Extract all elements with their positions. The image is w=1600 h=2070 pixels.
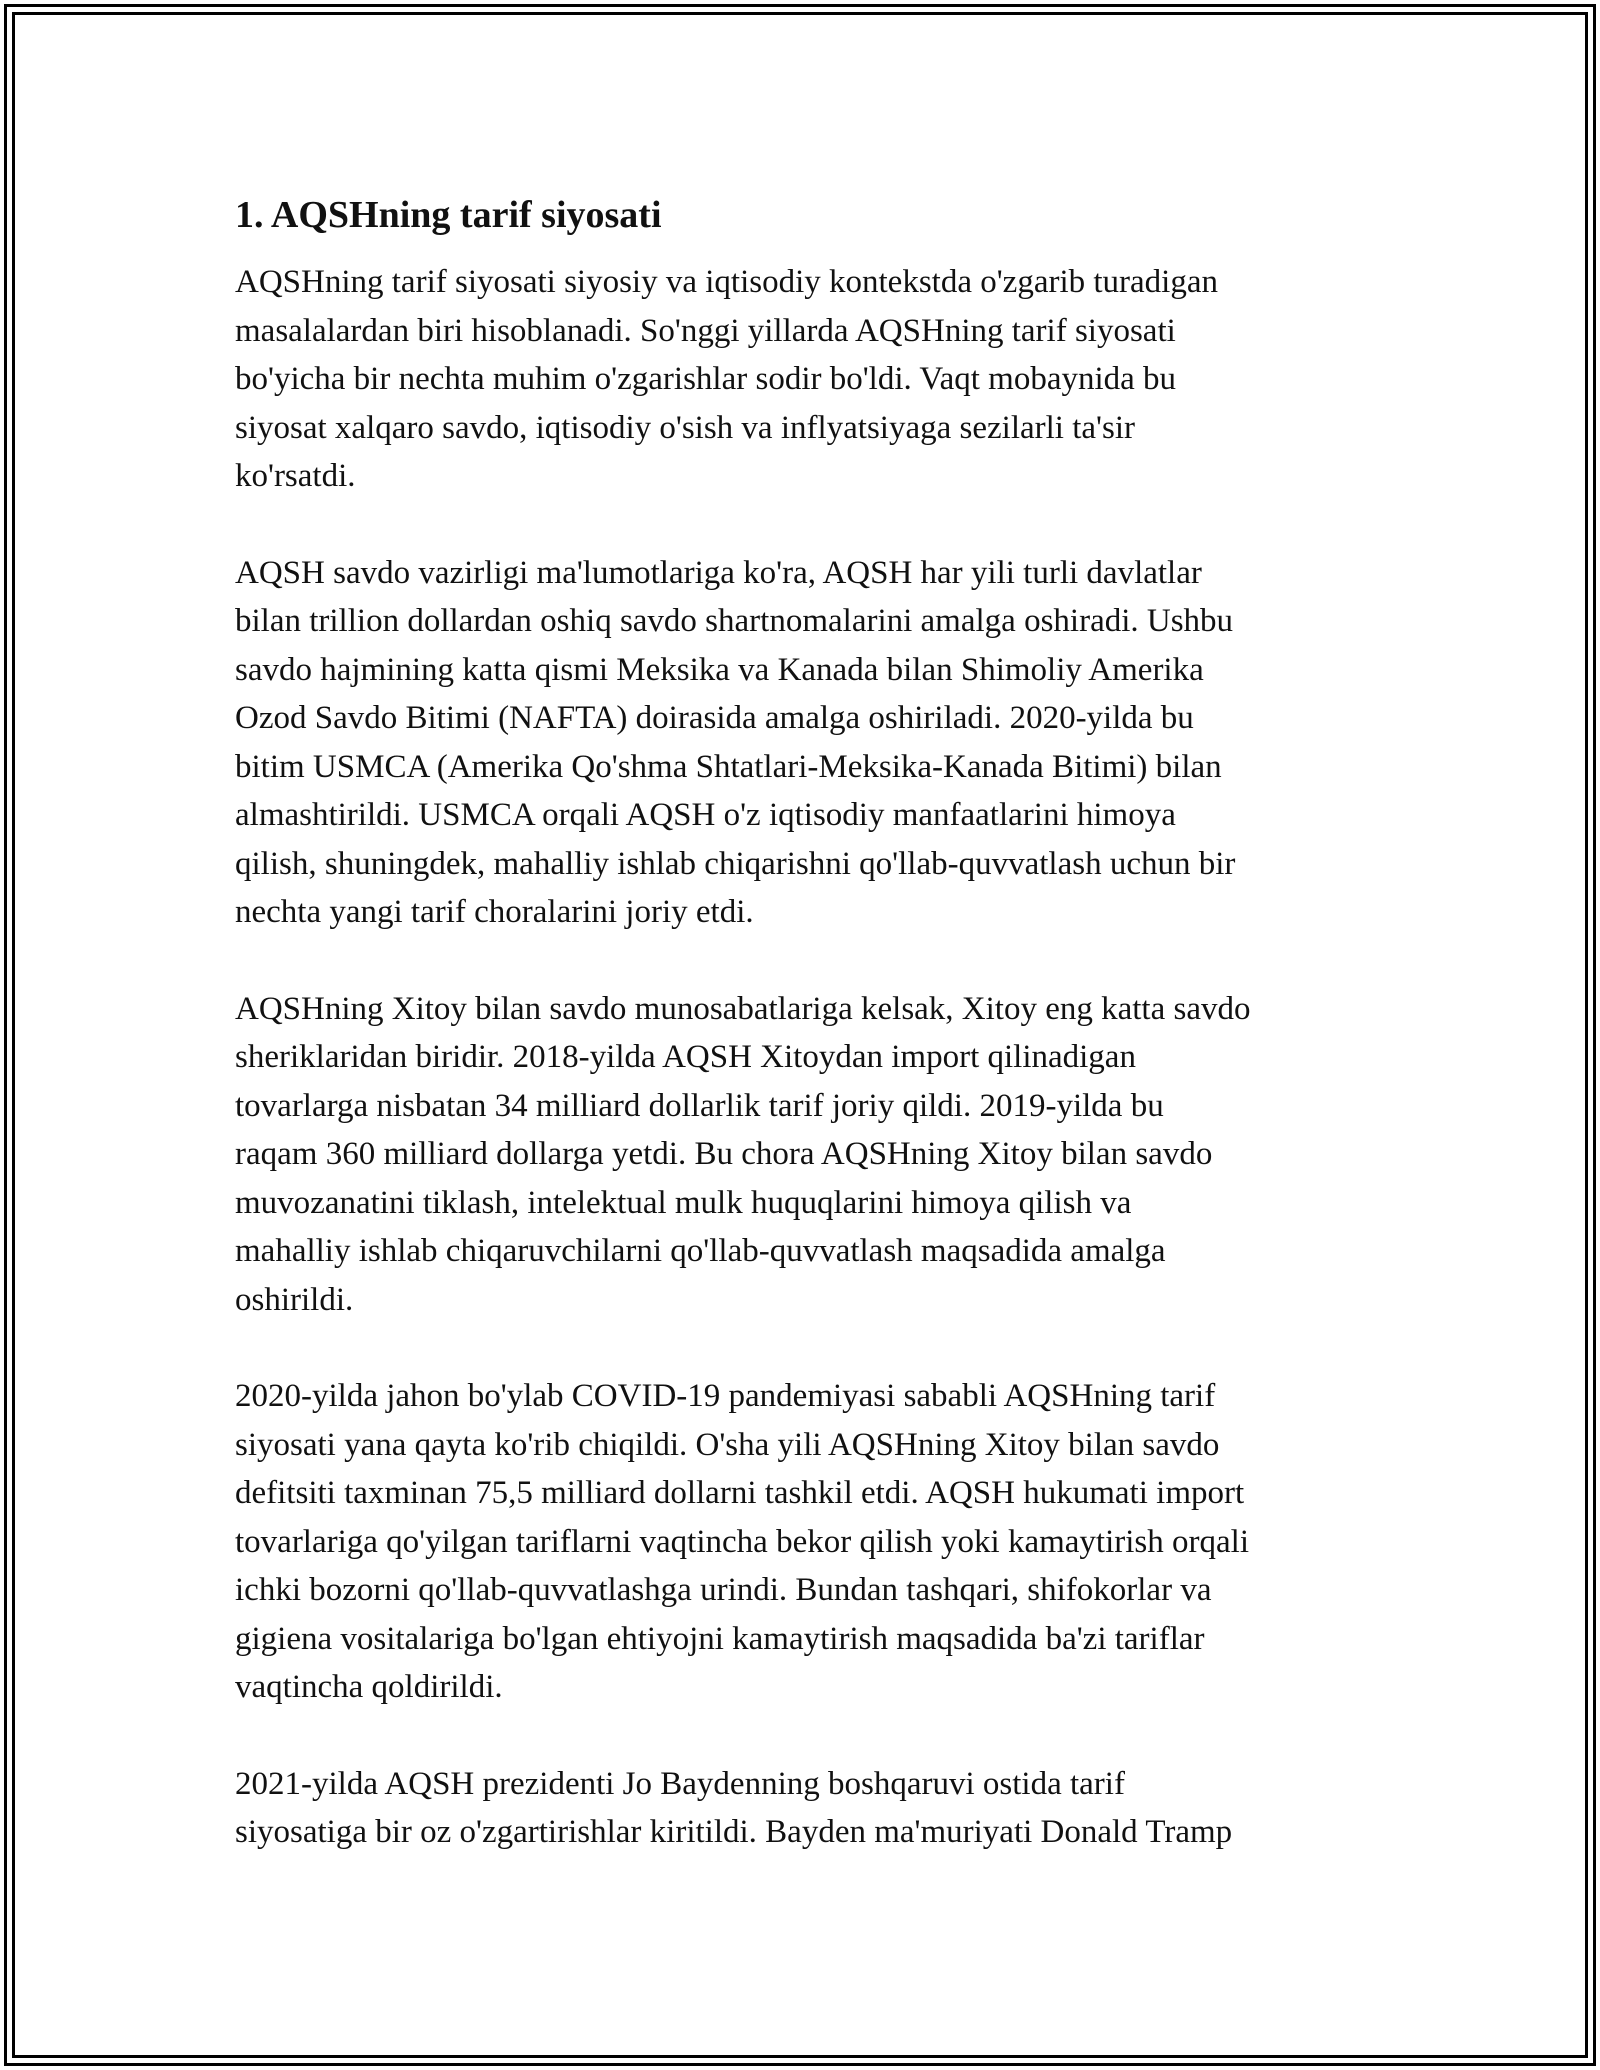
text-line: qilish, shuningdek, mahalliy ishlab chiqarishni qo'llab-quvvatlash uchun bir bbox=[235, 845, 1236, 882]
text-line: tovarlarga nisbatan 34 milliard dollarlik tarif joriy qildi. 2019-yilda bu bbox=[235, 1087, 1164, 1124]
paragraph-3 bbox=[235, 985, 1375, 1325]
text-line: siyosat xalqaro savdo, iqtisodiy o'sish va inflyatsiyaga sezilarli ta'sir bbox=[235, 409, 1135, 446]
paragraph-4 bbox=[235, 1372, 1375, 1712]
section-heading: 1. AQSHning tarif siyosati bbox=[235, 194, 662, 236]
text-line: almashtirildi. USMCA orqali AQSH o'z iqtisodiy manfaatlarini himoya bbox=[235, 797, 1176, 833]
text-line: sheriklaridan biridir. 2018-yilda AQSH Xitoydan import qilinadigan bbox=[235, 1039, 1136, 1075]
document-body bbox=[235, 186, 1375, 1905]
text-line: Ozod Savdo Bitimi (NAFTA) doirasida amalga oshiriladi. 2020-yilda bu bbox=[235, 700, 1194, 736]
paragraph-5 bbox=[235, 1760, 1375, 1857]
text-line: oshirildi. bbox=[235, 1281, 354, 1318]
text-line: AQSH savdo vazirligi ma'lumotlariga ko'ra, AQSH har yili turli davlatlar bbox=[235, 554, 1202, 591]
text-line: bilan trillion dollardan oshiq savdo shartnomalarini amalga oshiradi. Ushbu bbox=[235, 603, 1234, 639]
text-line: ichki bozorni qo'llab-quvvatlashga urindi. Bundan tashqari, shifokorlar va bbox=[235, 1572, 1212, 1608]
text-line: nechta yangi tarif choralarini joriy etdi. bbox=[235, 894, 754, 930]
text-line: siyosati yana qayta ko'rib chiqildi. O'sha yili AQSHning Xitoy bilan savdo bbox=[235, 1426, 1220, 1463]
text-line: bo'yicha bir nechta muhim o'zgarishlar sodir bo'ldi. Vaqt mobaynida bu bbox=[235, 361, 1177, 397]
text-line: muvozanatini tiklash, intelektual mulk huquqlarini himoya qilish va bbox=[235, 1184, 1132, 1221]
text-line: masalalardan biri hisoblanadi. So'nggi yillarda AQSHning tarif siyosati bbox=[235, 312, 1176, 349]
text-line: savdo hajmining katta qismi Meksika va Kanada bilan Shimoliy Amerika bbox=[235, 651, 1204, 688]
paragraph-2 bbox=[235, 549, 1375, 937]
text-line: ko'rsatdi. bbox=[235, 458, 356, 494]
text-line: AQSHning tarif siyosati siyosiy va iqtisodiy kontekstda o'zgarib turadigan bbox=[235, 264, 1218, 300]
text-line: siyosatiga bir oz o'zgartirishlar kiritildi. Bayden ma'muriyati Donald Tramp bbox=[235, 1814, 1233, 1850]
text-line: defitsiti taxminan 75,5 milliard dollarni tashkil etdi. AQSH hukumati import bbox=[235, 1475, 1245, 1511]
text-line: 2020-yilda jahon bo'ylab COVID-19 pandemiyasi sababli AQSHning tarif bbox=[235, 1378, 1216, 1414]
text-line: gigiena vositalariga bo'lgan ehtiyojni kamaytirish maqsadida ba'zi tariflar bbox=[235, 1620, 1205, 1657]
text-line: bitim USMCA (Amerika Qo'shma Shtatlari-Meksika-Kanada Bitimi) bilan bbox=[235, 748, 1222, 785]
text-line: tovarlariga qo'yilgan tariflarni vaqtincha bekor qilish yoki kamaytirish orqali bbox=[235, 1523, 1249, 1560]
paragraph-1 bbox=[235, 258, 1375, 501]
text-line: mahalliy ishlab chiqaruvchilarni qo'llab-quvvatlash maqsadida amalga bbox=[235, 1233, 1166, 1269]
text-line: raqam 360 milliard dollarga yetdi. Bu chora AQSHning Xitoy bilan savdo bbox=[235, 1136, 1213, 1172]
text-line: AQSHning Xitoy bilan savdo munosabatlariga kelsak, Xitoy eng katta savdo bbox=[235, 990, 1251, 1027]
text-line: 2021-yilda AQSH prezidenti Jo Baydenning boshqaruvi ostida tarif bbox=[235, 1765, 1125, 1802]
text-line: vaqtincha qoldirildi. bbox=[235, 1669, 503, 1705]
